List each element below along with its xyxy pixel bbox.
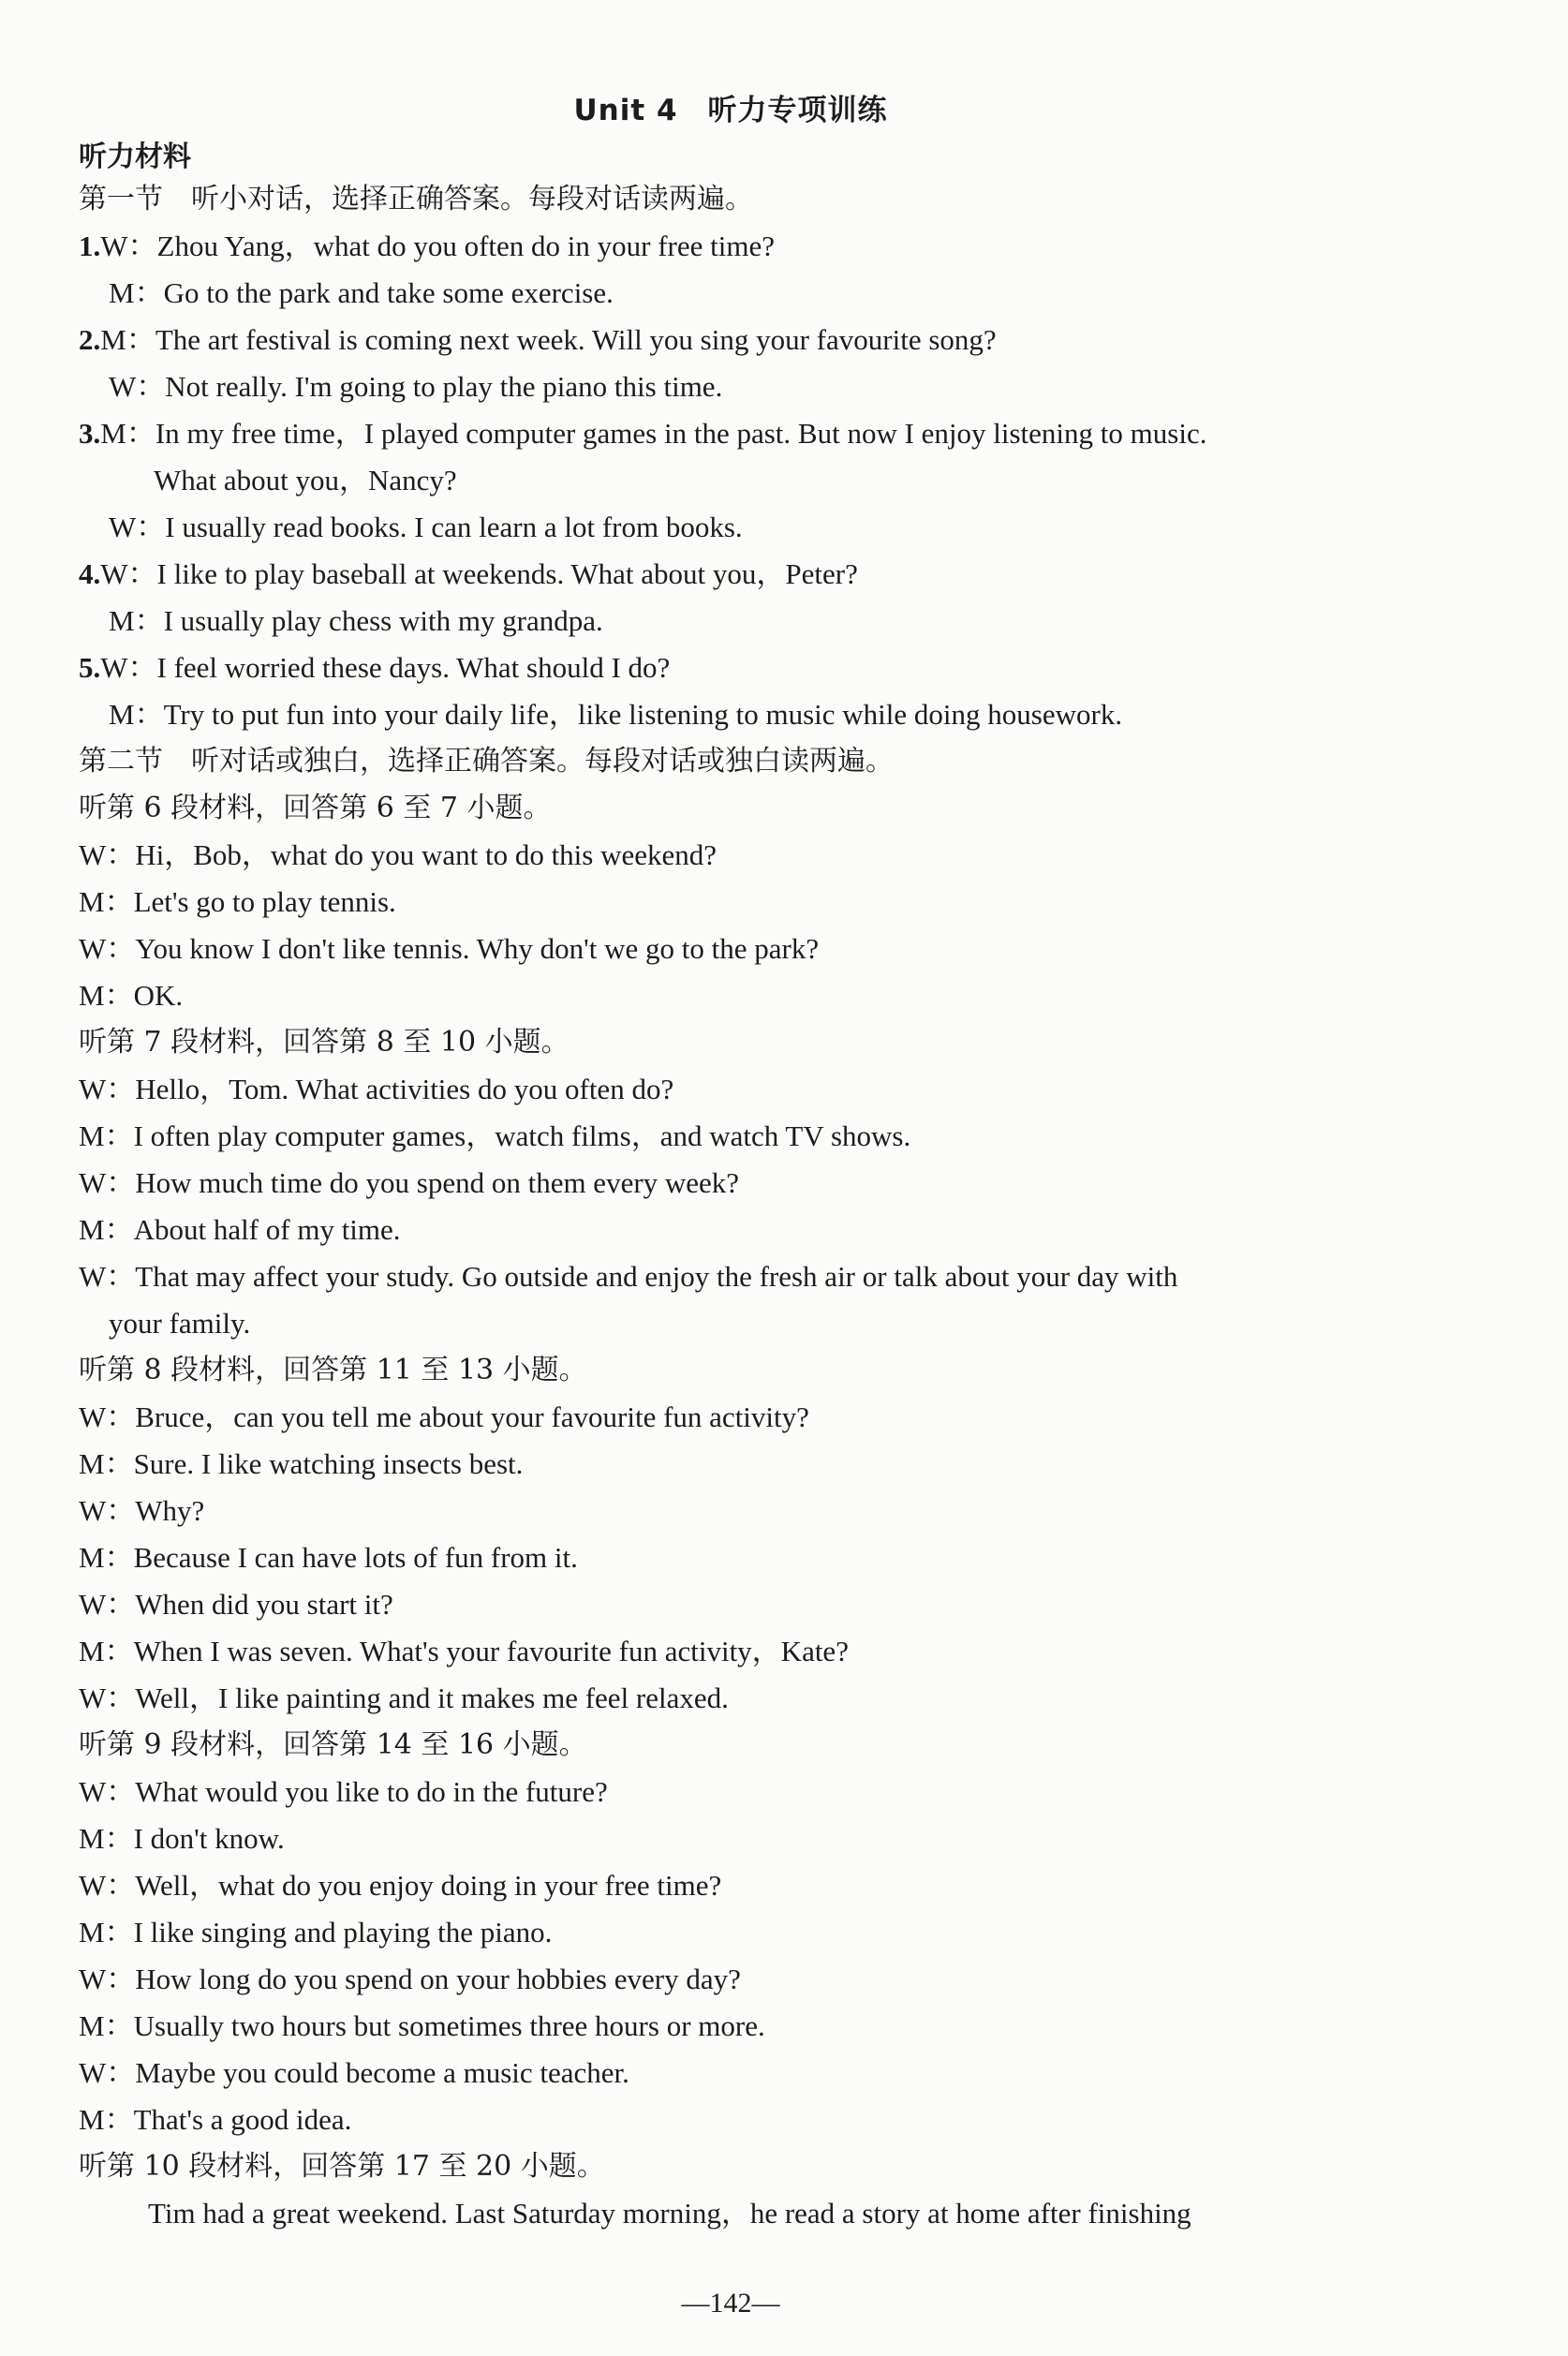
line-text: Tim had a great weekend. Last Saturday morning，he read a story at home after finishing (148, 2197, 1191, 2230)
transcript-line (79, 1769, 1390, 1815)
line-text: M：Because I can have lots of fun from it. (79, 1541, 578, 1574)
line-text: W：Well，I like painting and it makes me feel relaxed. (79, 1682, 729, 1714)
line-text: W：How long do you spend on your hobbies every day? (79, 1963, 741, 1995)
transcript-line (79, 1862, 1390, 1909)
section-instruction (79, 1019, 1390, 1066)
transcript-line (79, 223, 1390, 270)
transcript-line (79, 1441, 1390, 1488)
line-text: M：The art festival is coming next week. Will you sing your favourite song? (100, 323, 997, 356)
line-text: M：Usually two hours but sometimes three hours or more. (79, 2009, 765, 2042)
transcript-line (79, 2050, 1390, 2097)
line-text: 听第 6 段材料，回答第 6 至 7 小题。 (79, 792, 552, 824)
transcript-lines (79, 176, 1390, 2237)
line-text: M：Try to put fun into your daily life，like listening to music while doing housework. (109, 698, 1123, 731)
transcript-line (79, 317, 1390, 363)
line-text: W：Well，what do you enjoy doing in your free time? (79, 1869, 722, 1902)
transcript-line (79, 551, 1390, 598)
line-text: 听第 10 段材料，回答第 17 至 20 小题。 (79, 2150, 605, 2183)
line-text: W：Zhou Yang，what do you often do in your free time? (100, 230, 776, 262)
transcript-line (79, 1581, 1390, 1628)
line-text: W：I usually read books. I can learn a lot from books. (109, 511, 743, 543)
line-text: 听第 7 段材料，回答第 8 至 10 小题。 (79, 1026, 570, 1059)
section-instruction (79, 176, 1390, 223)
transcript-line (79, 691, 1390, 738)
transcript-line (79, 504, 1390, 551)
section-instruction (79, 1347, 1390, 1394)
line-text: W：What would you like to do in the future? (79, 1775, 608, 1808)
transcript-line (79, 270, 1390, 317)
line-text: W：Hi，Bob，what do you want to do this weekend? (79, 838, 717, 871)
transcript-line (79, 1253, 1390, 1300)
section-instruction (79, 2143, 1390, 2190)
line-text: M：I often play computer games，watch films，and watch TV shows. (79, 1119, 911, 1152)
section-instruction (79, 1722, 1390, 1769)
transcript-line (79, 1300, 1390, 1347)
line-text: M：In my free time，I played computer games in the past. But now I enjoy listening to music. (100, 417, 1207, 450)
line-text: M：Go to the park and take some exercise. (109, 276, 614, 309)
transcript-line (79, 879, 1390, 926)
line-text: 听第 9 段材料，回答第 14 至 16 小题。 (79, 1728, 587, 1761)
line-text: 听第 8 段材料，回答第 11 至 13 小题。 (79, 1354, 587, 1386)
transcript-line (79, 2190, 1390, 2237)
item-number: 2. (79, 323, 101, 356)
transcript-line (79, 972, 1390, 1019)
line-text: M：About half of my time. (79, 1213, 401, 1246)
line-text: W：That may affect your study. Go outside and enjoy the fresh air or talk about your day with (79, 1260, 1178, 1293)
line-text: W：Not really. I'm going to play the piano this time. (109, 370, 723, 403)
section-instruction (79, 738, 1390, 785)
transcript-line (79, 1160, 1390, 1207)
line-text: M：That's a good idea. (79, 2103, 352, 2136)
item-number: 1. (79, 230, 101, 262)
transcript-line (79, 926, 1390, 972)
transcript-line (79, 645, 1390, 691)
line-text: W：I feel worried these days. What should I do? (100, 651, 671, 684)
item-number: 5. (79, 651, 101, 684)
transcript-line (79, 1066, 1390, 1113)
transcript-line (79, 363, 1390, 410)
line-text: M：I usually play chess with my grandpa. (109, 604, 603, 637)
line-text: W：I like to play baseball at weekends. What about you，Peter? (100, 557, 858, 590)
transcript-line (79, 1113, 1390, 1160)
line-text: W：How much time do you spend on them every week? (79, 1166, 740, 1199)
line-text: M：Let's go to play tennis. (79, 885, 396, 918)
line-text: M：Sure. I like watching insects best. (79, 1447, 524, 1480)
transcript-line (79, 2003, 1390, 2050)
transcript-line (79, 410, 1390, 457)
line-text: W：Why? (79, 1494, 205, 1527)
section-heading: 听力材料 (79, 141, 191, 173)
transcript-line (79, 1207, 1390, 1253)
line-text: your family. (109, 1307, 251, 1340)
line-text: W：Bruce，can you tell me about your favourite fun activity? (79, 1400, 809, 1433)
line-text: W：Maybe you could become a music teacher. (79, 2056, 629, 2089)
line-text: W：Hello，Tom. What activities do you often do? (79, 1073, 674, 1105)
transcript-line (79, 598, 1390, 645)
item-number: 3. (79, 417, 101, 450)
transcript-line (79, 1956, 1390, 2003)
line-text: M：OK. (79, 979, 184, 1012)
transcript-line (79, 1909, 1390, 1956)
transcript-line (79, 1815, 1390, 1862)
page-title: Unit 4 听力专项训练 (573, 94, 888, 127)
line-text: W：You know I don't like tennis. Why don't we go to the park? (79, 932, 820, 965)
transcript-line (79, 1534, 1390, 1581)
transcript-line (79, 1675, 1390, 1722)
section-instruction (79, 785, 1390, 832)
transcript-line (79, 1488, 1390, 1534)
transcript-line (79, 1394, 1390, 1441)
line-text: 第一节 听小对话，选择正确答案。每段对话读两遍。 (79, 183, 753, 215)
transcript-line (79, 832, 1390, 879)
line-text: M：I like singing and playing the piano. (79, 1916, 553, 1949)
transcript-line (79, 1628, 1390, 1675)
line-text: M：When I was seven. What's your favourite fun activity，Kate? (79, 1635, 849, 1667)
page-number: —142— (681, 2288, 780, 2319)
transcript-line (79, 457, 1390, 504)
transcript-line (79, 2097, 1390, 2143)
line-text: What about you，Nancy? (154, 464, 457, 496)
item-number: 4. (79, 557, 101, 590)
line-text: M：I don't know. (79, 1822, 285, 1855)
line-text: 第二节 听对话或独白，选择正确答案。每段对话或独白读两遍。 (79, 745, 894, 778)
line-text: W：When did you start it? (79, 1588, 393, 1621)
